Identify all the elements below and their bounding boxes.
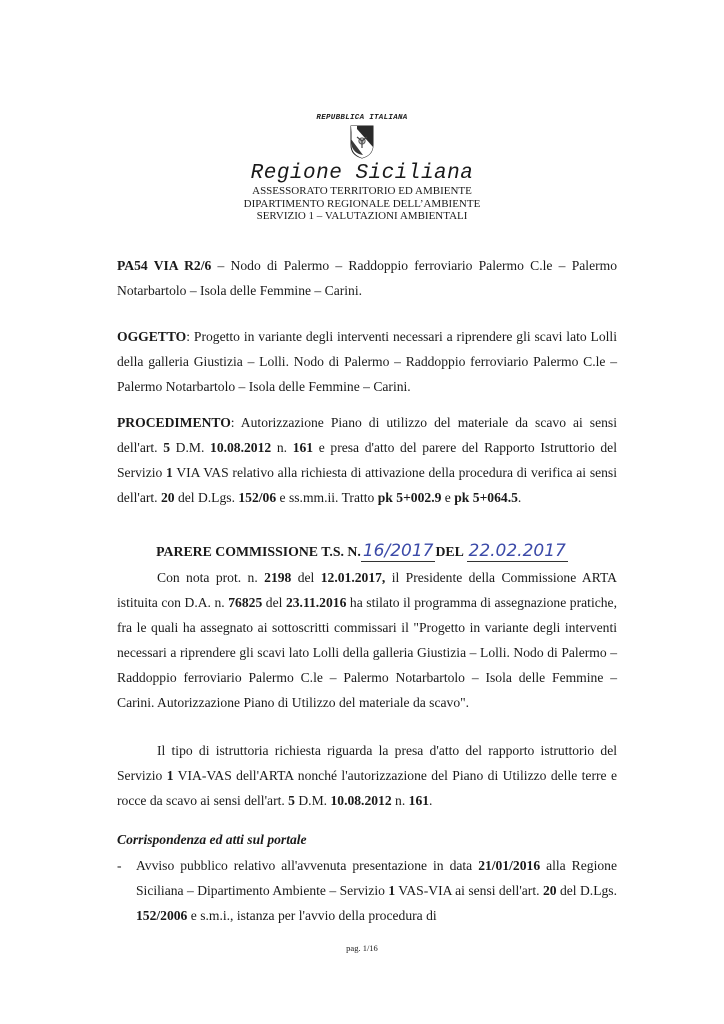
text-run: VAS-VIA ai sensi dell'art.: [395, 883, 543, 898]
dept-line-2: DIPARTIMENTO REGIONALE DELL’AMBIENTE: [243, 197, 481, 210]
text-run: VIA VAS relativo alla richiesta di attivazione della procedura di verifica ai sensi dell'art.: [117, 465, 618, 505]
dept-line-1: ASSESSORATO TERRITORIO ED AMBIENTE: [252, 185, 472, 197]
paragraph-2: [117, 738, 617, 813]
trinacria-emblem-icon: [349, 125, 375, 159]
bold-run: 76825: [228, 595, 263, 610]
text-run: e presa d'atto del parere del Rapporto Istruttorio del Servizio: [117, 440, 617, 480]
parere-prefix: PARERE COMMISSIONE T.S. N.: [156, 544, 361, 559]
region-name: Regione Siciliana: [250, 162, 474, 185]
parere-date-handwritten: 22.02.2017: [468, 541, 566, 561]
text-run: D.M.: [170, 440, 211, 455]
bold-run: 152/2006: [136, 908, 188, 923]
text-run: del: [291, 570, 321, 585]
text-run: Il tipo di istruttoria richiesta riguarda la presa d'atto del rapporto istruttorio del Servizio: [117, 743, 617, 783]
bold-run: 1: [166, 768, 174, 783]
paragraph-1: [117, 565, 617, 715]
letterhead: [0, 113, 724, 223]
text-run: .: [517, 490, 522, 505]
bold-run: 2198: [264, 570, 292, 585]
bold-run: 1: [388, 883, 396, 898]
list-item: [117, 853, 617, 928]
bold-run: 161: [408, 793, 430, 808]
bold-run: 152/06: [238, 490, 277, 505]
text-run: alla Regione Siciliana – Dipartimento Ambiente – Servizio: [136, 858, 617, 898]
correspondence-list: [117, 853, 617, 928]
bold-run: 1: [166, 465, 173, 480]
text-run: n.: [391, 793, 409, 808]
parere-number-handwritten: 16/2017: [362, 541, 434, 561]
bold-run: 161: [292, 440, 314, 455]
dept-line-3: SERVIZIO 1 – VALUTAZIONI AMBIENTALI: [256, 210, 468, 222]
text-run: il Presidente della Commissione ARTA istituita con D.A. n.: [117, 570, 618, 610]
procedimento-paragraph: [117, 410, 617, 510]
bold-run: 21/01/2016: [478, 858, 541, 873]
parere-del: DEL: [435, 544, 464, 559]
text-run: n.: [271, 440, 293, 455]
parere-title: [0, 538, 724, 565]
text-run: ha stilato il programma di assegnazione pratiche, fra le quali ha assegnato ai sottoscritti commissari il "Progetto in variante degli interventi necessari a riprendere gli scavi lato Lolli della galleria Giustizia – Lolli. Nodo di Palermo – Raddoppio ferroviario Palermo C.le – Palermo Notarbartolo – Isola delle Femmine – Carini. Autorizzazione Piano di Utilizzo del materiale da scavo".: [117, 595, 617, 710]
text-run: D.M.: [294, 793, 331, 808]
bullet-dash: -: [117, 858, 122, 873]
text-run: e s.m.i., istanza per l'avvio della procedura di: [187, 908, 437, 923]
text-run: del D.Lgs.: [174, 490, 239, 505]
oggetto-text: : Progetto in variante degli interventi necessari a riprendere gli scavi lato Lolli della galleria Giustizia – Lolli. Nodo di Palermo – Raddoppio ferroviario Palermo C.le – Palermo Notarbartolo – Isola delle Femmine – Carini.: [117, 329, 617, 394]
text-run: Con nota prot. n.: [157, 570, 265, 585]
text-run: e ss.mm.ii. Tratto: [276, 490, 378, 505]
bold-run: 12.01.2017,: [320, 570, 386, 585]
bold-run: 5: [163, 440, 171, 455]
bold-run: 23.11.2016: [285, 595, 347, 610]
procedimento-label: PROCEDIMENTO: [117, 415, 231, 430]
oggetto-label: OGGETTO: [117, 329, 187, 344]
bold-run: 10.08.2012: [330, 793, 392, 808]
section-title: Corrispondenza ed atti sul portale: [117, 832, 307, 847]
text-run: .: [429, 793, 433, 808]
bold-run: 20: [160, 490, 175, 505]
text-run: VIA-VAS dell'ARTA nonché l'autorizzazione del Piano di Utilizzo delle terre e rocce da scavo ai sensi dell'art.: [117, 768, 617, 808]
reference-text: – Nodo di Palermo – Raddoppio ferroviario Palermo C.le – Palermo Notarbartolo – Isola delle Femmine – Carini.: [117, 258, 617, 298]
republic-label: REPUBBLICA ITALIANA: [316, 114, 408, 122]
text-run: : Autorizzazione Piano di utilizzo del materiale da scavo ai sensi dell'art.: [117, 415, 617, 455]
oggetto-paragraph: [117, 324, 617, 399]
bold-run: 5: [288, 793, 295, 808]
reference-code: PA54 VIA R2/6: [117, 258, 212, 273]
bold-run: 10.08.2012: [210, 440, 272, 455]
bold-run: pk 5+002.9: [377, 490, 442, 505]
page-number: pag. 1/16: [346, 943, 378, 953]
text-run: del D.Lgs.: [556, 883, 617, 898]
text-run: e: [441, 490, 455, 505]
text-run: Avviso pubblico relativo all'avvenuta presentazione in data: [136, 858, 479, 873]
reference-paragraph: [117, 253, 617, 303]
text-run: del: [262, 595, 286, 610]
bold-run: pk 5+064.5: [454, 490, 518, 505]
bold-run: 20: [542, 883, 557, 898]
